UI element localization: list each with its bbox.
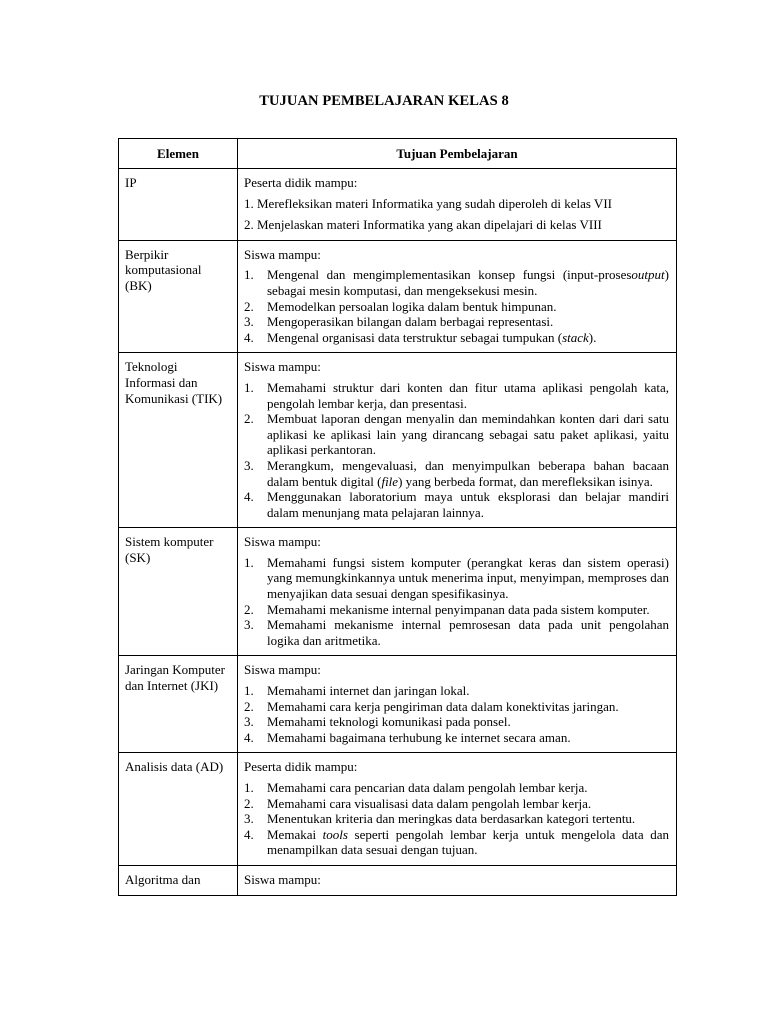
list-item: 3. Mengoperasikan bilangan dalam berbagai representasi.	[244, 314, 554, 330]
lead-text: Siswa mampu:	[244, 871, 321, 887]
list-item: 3. Memahami mekanisme internal pemrosesan data pada unit pengolahan logika dan aritmetika.	[244, 617, 669, 648]
objective-line: 2. Menjelaskan materi Informatika yang akan dipelajari di kelas VIII	[244, 217, 602, 233]
list-item: 3. Menentukan kriteria dan meringkas data berdasarkan kategori tertentu.	[244, 811, 636, 827]
page-title: TUJUAN PEMBELAJARAN KELAS 8	[259, 93, 509, 109]
list-item: 4. Mengenal organisasi data terstruktur sebagai tumpukan (stack).	[244, 329, 597, 345]
header-tujuan: Tujuan Pembelajaran	[238, 139, 677, 169]
tujuan-cell	[238, 865, 677, 895]
elemen-cell: Jaringan Komputer dan Internet (JKI)	[119, 656, 238, 753]
lead-text: Siswa mampu:	[244, 359, 321, 375]
list-item: 1. Memahami fungsi sistem komputer (perangkat keras dan sistem operasi) yang memungkinkannya untuk menerima input, menyimpan, memproses dan menyajikan data sesuai dengan spesifikasinya.	[244, 554, 669, 602]
objective-list	[244, 780, 669, 858]
lead-text: Siswa mampu:	[244, 534, 321, 550]
list-item: 4. Menggunakan laboratorium maya untuk eksplorasi dan belajar mandiri dalam menunjang mata pelajaran lainnya.	[244, 489, 669, 520]
lead-text: Siswa mampu:	[244, 662, 321, 678]
elemen-cell: Sistem komputer (SK)	[119, 528, 238, 656]
table-row	[119, 865, 677, 895]
tujuan-cell	[238, 169, 677, 241]
lead-text: Siswa mampu:	[244, 246, 321, 262]
list-item: 2. Memahami cara visualisasi data dalam pengolah lembar kerja.	[244, 795, 592, 811]
list-item: 3. Merangkum, mengevaluasi, dan menyimpulkan beberapa bahan bacaan dalam bentuk digital (file) yang berbeda format, dan merefleksikan isinya.	[244, 457, 669, 489]
objective-list	[244, 555, 669, 649]
list-item: 3. Memahami teknologi komunikasi pada ponsel.	[244, 714, 511, 730]
tujuan-cell	[238, 753, 677, 866]
table-row	[119, 753, 677, 866]
tujuan-cell	[238, 528, 677, 656]
list-item: 2. Memodelkan persoalan logika dalam bentuk himpunan.	[244, 298, 557, 314]
list-item: 1. Memahami cara pencarian data dalam pengolah lembar kerja.	[244, 780, 588, 795]
objective-line: 1. Merefleksikan materi Informatika yang sudah diperoleh di kelas VII	[244, 195, 612, 211]
objective-list	[244, 267, 669, 345]
elemen-cell: Analisis data (AD)	[119, 753, 238, 866]
elemen-cell: Algoritma dan	[119, 865, 238, 895]
table-row	[119, 240, 677, 353]
table-row	[119, 353, 677, 528]
elemen-cell: Teknologi Informasi dan Komunikasi (TIK)	[119, 353, 238, 528]
list-item: 1. Memahami struktur dari konten dan fitur utama aplikasi pengolah kata, pengolah lembar kerja, dan presentasi.	[244, 379, 669, 411]
tujuan-cell	[238, 240, 677, 353]
table-header-row	[119, 139, 677, 169]
objective-list	[244, 683, 669, 745]
list-item: 2. Memahami mekanisme internal penyimpanan data pada sistem komputer.	[244, 601, 650, 617]
lead-text: Peserta didik mampu:	[244, 175, 358, 190]
elemen-cell: Berpikir komputasional (BK)	[119, 240, 238, 353]
table-row	[119, 656, 677, 753]
list-item: 4. Memahami bagaimana terhubung ke internet secara aman.	[244, 729, 571, 745]
table-row	[119, 169, 677, 241]
header-elemen: Elemen	[119, 139, 238, 169]
elemen-cell: IP	[119, 169, 238, 241]
objective-list	[244, 380, 669, 520]
list-item: 2. Membuat laporan dengan menyalin dan memindahkan konten dari dari satu aplikasi ke aplikasi lain yang dirancang sebagai satu paket aplikasi, yaitu aplikasi perkantoran.	[244, 411, 669, 458]
lead-text: Peserta didik mampu:	[244, 759, 358, 775]
list-item: 4. Memakai tools seperti pengolah lembar kerja untuk mengelola data dan menampilkan data sesuai dengan tujuan.	[244, 826, 669, 858]
tujuan-cell	[238, 353, 677, 528]
list-item: 1. Memahami internet dan jaringan lokal.	[244, 683, 470, 699]
list-item: 1. Mengenal dan mengimplementasikan konsep fungsi (input-prosesoutput) sebagai mesin komputasi, dan mengeksekusi mesin.	[244, 267, 669, 298]
list-item: 2. Memahami cara kerja pengiriman data dalam konektivitas jaringan.	[244, 698, 619, 714]
tujuan-cell	[238, 656, 677, 753]
learning-objectives-table	[118, 138, 677, 896]
table-row	[119, 528, 677, 656]
